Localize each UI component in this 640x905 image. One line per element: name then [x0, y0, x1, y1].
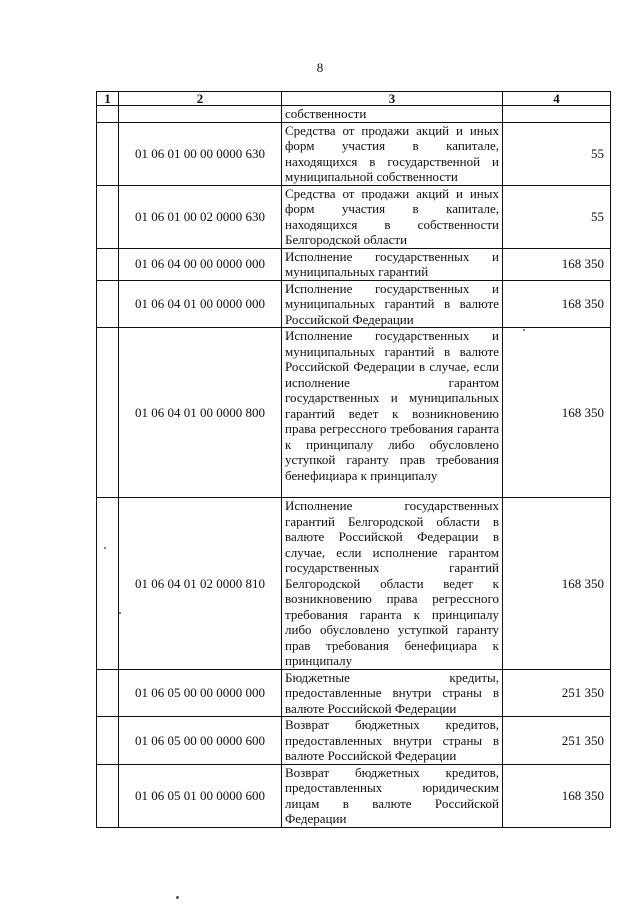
row-index-cell [97, 764, 119, 827]
table-row [97, 106, 611, 123]
amount-cell: 168 350 [503, 498, 611, 670]
code-cell: 01 06 01 00 02 0000 630 [119, 185, 282, 248]
code-cell: 01 06 05 01 00 0000 600 [119, 764, 282, 827]
amount-cell: 55 [503, 122, 611, 185]
name-cell: Возврат бюджетных кредитов, предоставленных юридическим лицам в валюте Российской Федерации [282, 764, 503, 827]
table-row [97, 122, 611, 185]
code-cell: 01 06 04 01 02 0000 810 [119, 498, 282, 670]
name-cell: Возврат бюджетных кредитов, предоставленных внутри страны в валюте Российской Федерации [282, 717, 503, 765]
table-row [97, 669, 611, 717]
column-header: 2 [119, 92, 282, 106]
row-index-cell [97, 498, 119, 670]
table-header-row [97, 92, 611, 106]
table-row [97, 185, 611, 248]
name-cell: Исполнение государственных гарантий Белгородской области в валюте Российской Федерации в случае, если исполнение гарантом государственных гарантий Белгородской области ведет к возникновению права регрессного требования гаранта к принципалу либо обусловлено уступкой гаранту прав требования бенефициара к принципалу [282, 498, 503, 670]
column-header: 4 [503, 92, 611, 106]
amount-cell: 168 350 [503, 764, 611, 827]
name-cell: Средства от продажи акций и иных форм участия в капитале, находящихся в государственной и муниципальной собственности [282, 122, 503, 185]
row-index-cell [97, 248, 119, 280]
amount-cell: 168 350 [503, 248, 611, 280]
code-cell: 01 06 05 00 00 0000 600 [119, 717, 282, 765]
row-index-cell [97, 328, 119, 498]
budget-sources-table [96, 91, 611, 828]
amount-cell: 168 350 [503, 280, 611, 328]
table-row [97, 248, 611, 280]
column-header: 3 [282, 92, 503, 106]
code-cell: 01 06 01 00 00 0000 630 [119, 122, 282, 185]
row-index-cell [97, 717, 119, 765]
name-cell: Исполнение государственных и муниципальных гарантий [282, 248, 503, 280]
scan-speck [176, 896, 179, 899]
code-cell: 01 06 05 00 00 0000 000 [119, 669, 282, 717]
amount-cell: 168 350 [503, 328, 611, 498]
name-cell: Исполнение государственных и муниципальных гарантий в валюте Российской Федерации [282, 280, 503, 328]
row-index-cell [97, 280, 119, 328]
table-row [97, 717, 611, 765]
code-cell: 01 06 04 01 00 0000 800 [119, 328, 282, 498]
code-cell: 01 06 04 00 00 0000 000 [119, 248, 282, 280]
page-number: 8 [316, 60, 324, 75]
scan-speck [523, 329, 525, 331]
table-row [97, 280, 611, 328]
row-index-cell [97, 185, 119, 248]
code-cell: 01 06 04 01 00 0000 000 [119, 280, 282, 328]
name-cell: Бюджетные кредиты, предоставленные внутри страны в валюте Российской Федерации [282, 669, 503, 717]
row-index-cell [97, 122, 119, 185]
amount-cell: 55 [503, 185, 611, 248]
amount-cell: 251 350 [503, 669, 611, 717]
name-cell: собственности [282, 106, 503, 123]
name-cell: Исполнение государственных и муниципальных гарантий в валюте Российской Федерации в случае, если исполнение гарантом государственных и муниципальных гарантий ведет к возникновению права регрессного требования гаранта к принципалу либо обусловлено уступкой гаранту прав требования бенефициара к принципалу [282, 328, 503, 498]
column-header: 1 [97, 92, 119, 106]
amount-cell: 251 350 [503, 717, 611, 765]
amount-cell [503, 106, 611, 123]
code-cell [119, 106, 282, 123]
row-index-cell [97, 106, 119, 123]
table-row [97, 764, 611, 827]
row-index-cell [97, 669, 119, 717]
name-cell: Средства от продажи акций и иных форм участия в капитале, находящихся в собственности Белгородской области [282, 185, 503, 248]
table-row [97, 328, 611, 498]
scan-speck [104, 547, 106, 549]
table-row [97, 498, 611, 670]
scan-speck [119, 612, 121, 614]
